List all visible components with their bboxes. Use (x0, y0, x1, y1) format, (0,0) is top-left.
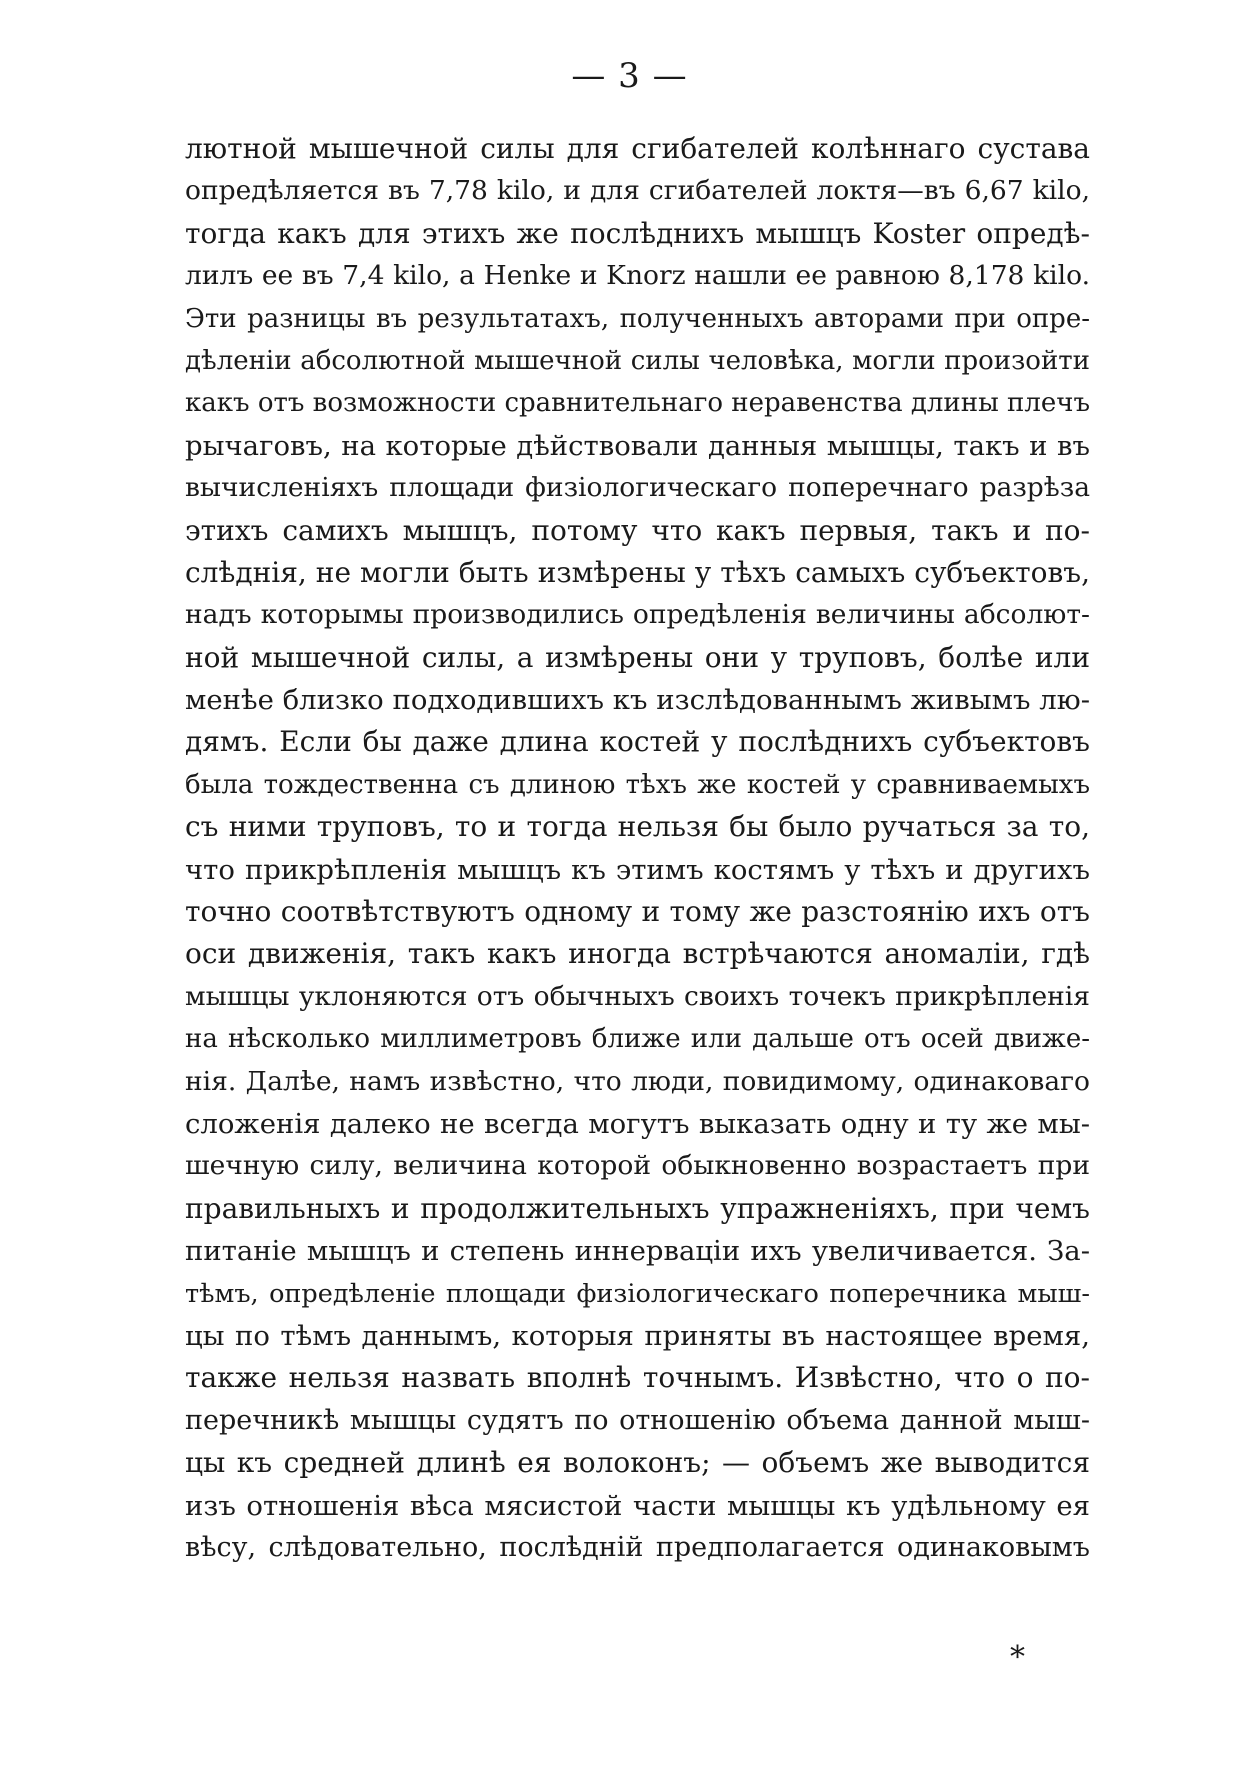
text-line: цы къ средней длинѣ ея волоконъ; — объемъ же выводится (185, 1446, 1090, 1480)
text-line: съ ними труповъ, то и тогда нельзя бы было ручаться за то, (185, 810, 1090, 844)
text-line: нія. Далѣе, намъ извѣстно, что люди, повидимому, одинаковаго (185, 1065, 1090, 1097)
text-line: мышцы уклоняются отъ обычныхъ своихъ точекъ прикрѣпленія (185, 980, 1090, 1012)
text-line: была тождественна съ длиною тѣхъ же костей у сравниваемыхъ (185, 769, 1090, 800)
body-text (185, 128, 1090, 1569)
text-line: менѣе близко подходившихъ къ изслѣдованнымъ живымъ лю- (185, 684, 1090, 717)
text-line: тѣмъ, опредѣленіе площади физіологическаго поперечника мыш- (185, 1278, 1090, 1309)
text-line: что прикрѣпленія мышцъ къ этимъ костямъ у тѣхъ и другихъ (185, 853, 1090, 886)
text-line: Эти разницы въ результатахъ, полученныхъ авторами при опре- (185, 303, 1090, 334)
text-line: на нѣсколько миллиметровъ ближе или дальше отъ осей движе- (185, 1024, 1090, 1055)
text-line: дямъ. Если бы даже длина костей у послѣднихъ субъектовъ (185, 725, 1090, 759)
text-line: вѣсу, слѣдовательно, послѣдній предполагается одинаковымъ (185, 1531, 1090, 1563)
text-line: лилъ ее въ 7,4 kilo, а Henke и Knorz нашли ее равною 8,178 kilo. (185, 260, 1090, 292)
text-line: тогда какъ для этихъ же послѣднихъ мышцъ Koster опредѣ- (185, 216, 1090, 250)
text-line: какъ отъ возможности сравнительнаго неравенства длины плечъ (185, 388, 1090, 419)
text-line: слѣднія, не могли быть измѣрены у тѣхъ самыхъ субъектовъ, (185, 555, 1090, 589)
text-line: цы по тѣмъ даннымъ, которыя приняты въ настоящее время, (185, 1319, 1090, 1352)
text-line: также нельзя назвать вполнѣ точнымъ. Извѣстно, что о по- (185, 1361, 1090, 1395)
text-line: питаніе мышцъ и степень иннерваціи ихъ увеличивается. За- (185, 1235, 1090, 1268)
text-line: ной мышечной силы, а измѣрены они у труповъ, болѣе или (185, 640, 1090, 674)
text-line: опредѣляется въ 7,78 kilo, и для сгибателей локтя—въ 6,67 kilo, (185, 175, 1090, 207)
footnote-mark: * (1010, 1640, 1025, 1675)
text-line: шечную силу, величина которой обыкновенно возрастаетъ при (185, 1150, 1090, 1182)
text-line: изъ отношенія вѣса мясистой части мышцы къ удѣльному ея (185, 1489, 1090, 1522)
text-line: дѣленіи абсолютной мышечной силы человѣка, могли произойти (185, 345, 1090, 376)
text-line: лютной мышечной силы для сгибателей колѣннаго сустава (185, 132, 1090, 165)
text-line: вычисленіяхъ площади физіологическаго поперечнаго разрѣза (185, 472, 1090, 504)
text-line: рычаговъ, на которые дѣйствовали данныя мышцы, такъ и въ (185, 429, 1090, 462)
text-line: перечникѣ мышцы судятъ по отношенію объема данной мыш- (185, 1404, 1090, 1436)
text-line: правильныхъ и продолжительныхъ упражненіяхъ, при чемъ (185, 1191, 1090, 1225)
text-line: этихъ самихъ мышцъ, потому что какъ первыя, такъ и по- (185, 513, 1090, 547)
text-line: оси движенія, такъ какъ иногда встрѣчаются аномаліи, гдѣ (185, 937, 1090, 971)
text-line: сложенія далеко не всегда могутъ выказать одну и ту же мы- (185, 1107, 1090, 1140)
text-line: точно соотвѣтствуютъ одному и тому же разстоянію ихъ отъ (185, 895, 1090, 929)
text-line: надъ которымы производились опредѣленія величины абсолют- (185, 599, 1090, 631)
page-number: — 3 — (571, 56, 688, 96)
